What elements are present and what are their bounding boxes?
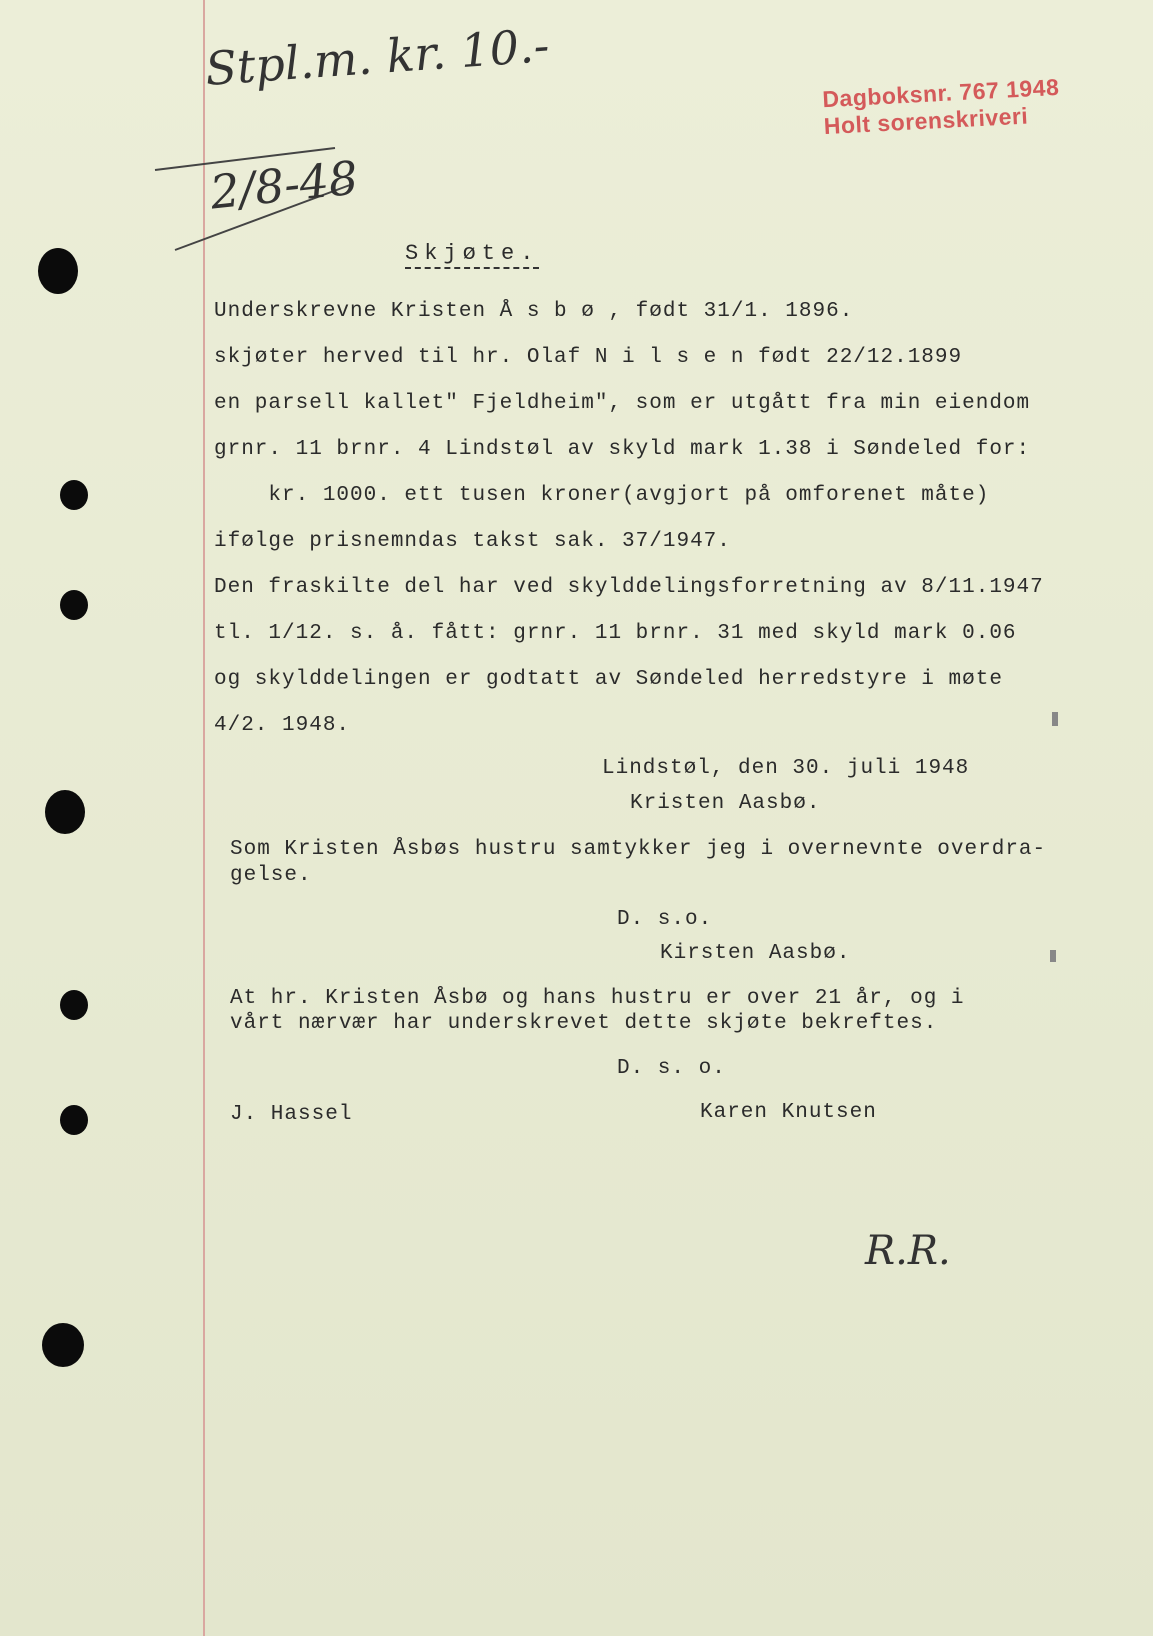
punch-hole-4 xyxy=(45,790,85,834)
punch-hole-2 xyxy=(60,480,88,510)
stamp-duty-note: Stpl.m. kr. 10.- xyxy=(203,18,551,96)
edge-mark xyxy=(1050,950,1056,962)
body-line: Underskrevne Kristen Å s b ø , født 31/1. 1896. xyxy=(214,300,854,323)
punch-hole-6 xyxy=(60,1105,88,1135)
consent-line: gelse. xyxy=(230,864,312,887)
ditto-2: D. s. o. xyxy=(617,1057,726,1080)
initials: R.R. xyxy=(865,1228,951,1274)
body-line: en parsell kallet" Fjeldheim", som er utgått fra min eiendom xyxy=(214,392,1031,415)
attest-line: vårt nærvær har underskrevet dette skjøte bekreftes. xyxy=(230,1012,938,1035)
signer-1: Kristen Aasbø. xyxy=(630,792,821,815)
body-line: og skylddelingen er godtatt av Søndeled herredstyre i møte xyxy=(214,668,1003,691)
ditto-1: D. s.o. xyxy=(617,908,713,931)
body-line: skjøter herved til hr. Olaf N i l s e n født 22/12.1899 xyxy=(214,346,963,369)
consent-line: Som Kristen Åsbøs hustru samtykker jeg i overnevnte overdra- xyxy=(230,838,1047,861)
stamp-line-1: Dagboksnr. 767 1948 xyxy=(821,73,1060,113)
witness-1: J. Hassel xyxy=(230,1103,353,1126)
body-line: kr. 1000. ett tusen kroner(avgjort på omforenet måte) xyxy=(214,484,990,507)
punch-hole-3 xyxy=(60,590,88,620)
body-line: grnr. 11 brnr. 4 Lindstøl av skyld mark 1.38 i Søndeled for: xyxy=(214,438,1031,461)
punch-hole-7 xyxy=(42,1323,84,1367)
stamp-line-2: Holt sorenskriveri xyxy=(823,102,1029,140)
place-date: Lindstøl, den 30. juli 1948 xyxy=(602,757,970,780)
edge-mark xyxy=(1052,712,1058,726)
attest-line: At hr. Kristen Åsbø og hans hustru er over 21 år, og i xyxy=(230,987,965,1010)
registry-stamp xyxy=(822,74,1062,140)
body-line: tl. 1/12. s. å. fått: grnr. 11 brnr. 31 med skyld mark 0.06 xyxy=(214,622,1017,645)
punch-hole-1 xyxy=(38,248,78,294)
body-line: Den fraskilte del har ved skylddelingsforretning av 8/11.1947 xyxy=(214,576,1044,599)
document-title: Skjøte. xyxy=(405,241,539,269)
body-line: 4/2. 1948. xyxy=(214,714,351,737)
signer-2: Kirsten Aasbø. xyxy=(660,942,851,965)
punch-hole-5 xyxy=(60,990,88,1020)
body-line: ifølge prisnemndas takst sak. 37/1947. xyxy=(214,530,731,553)
witness-2: Karen Knutsen xyxy=(700,1101,877,1124)
handwritten-date: 2/8-48 xyxy=(207,150,361,220)
